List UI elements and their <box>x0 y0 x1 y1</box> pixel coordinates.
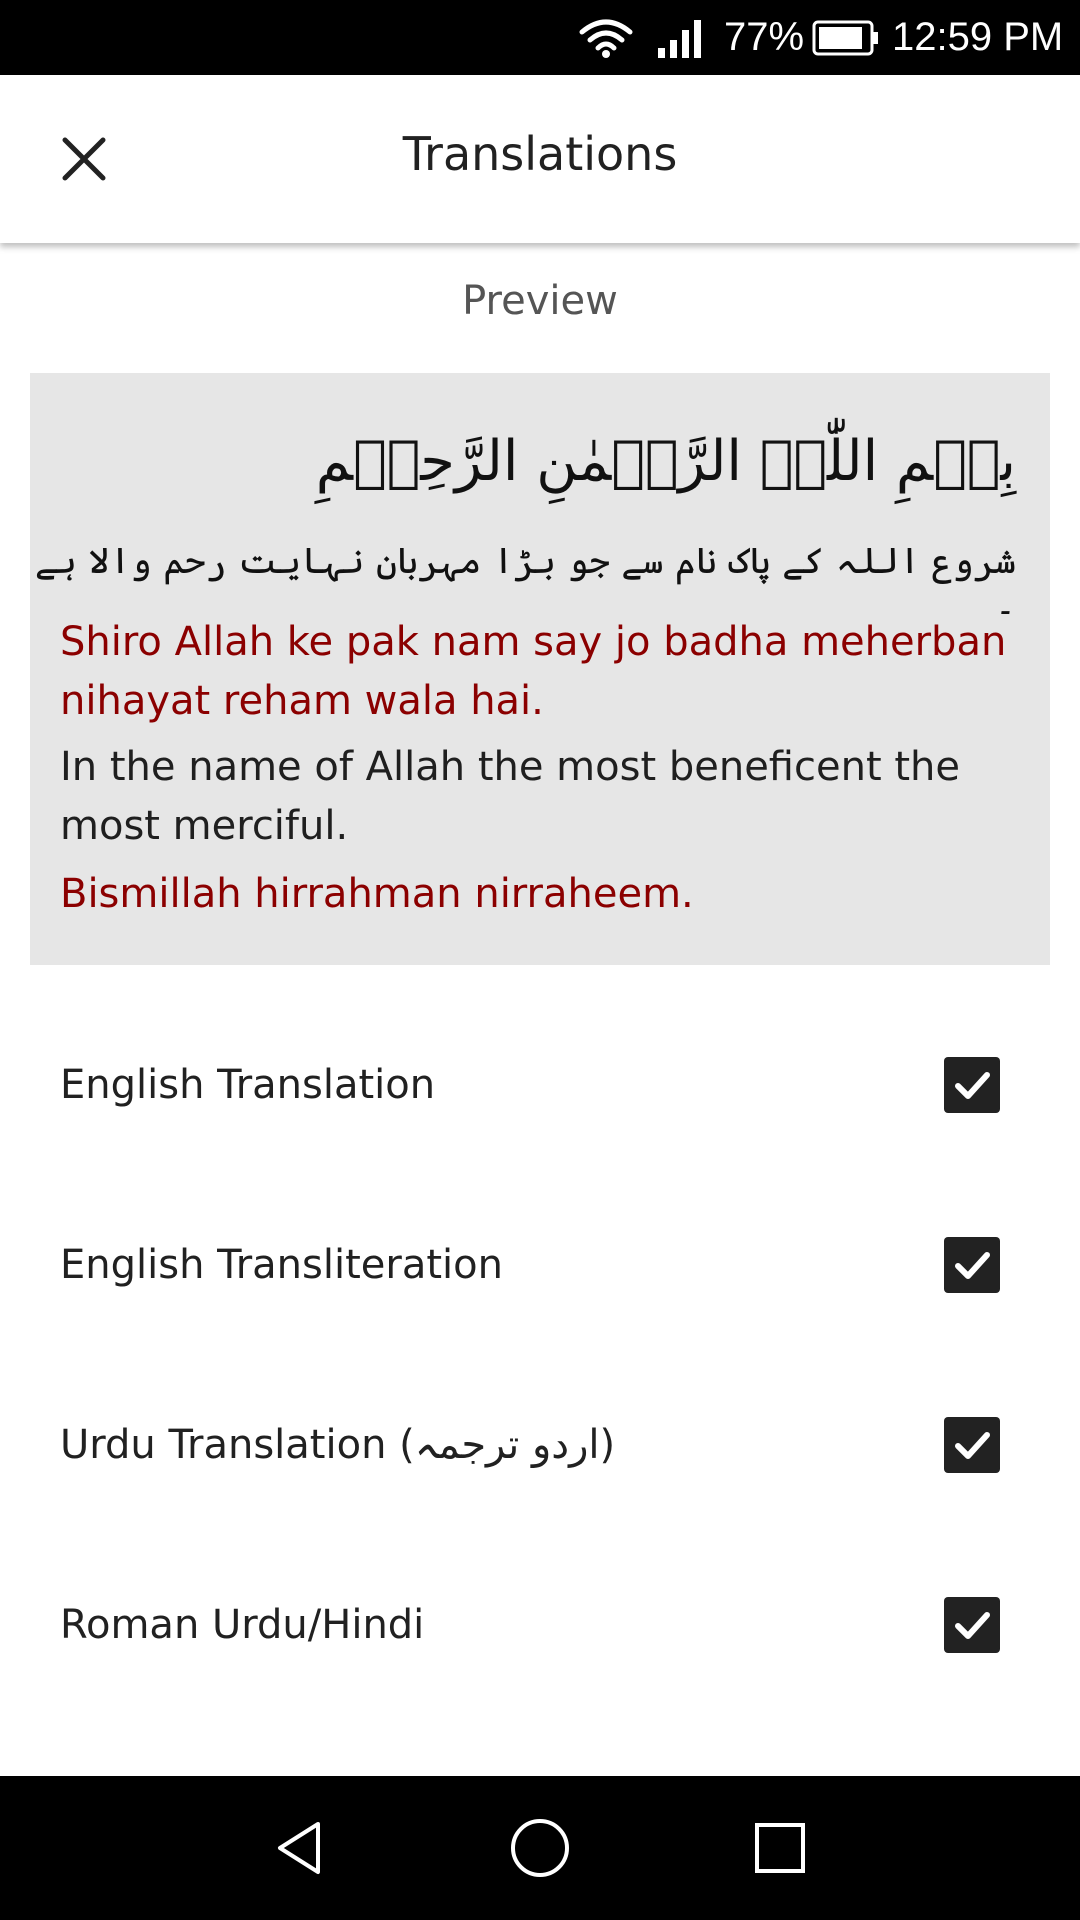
recents-button[interactable] <box>730 1798 830 1898</box>
option-label: English Translation <box>60 1062 436 1108</box>
option-label: Urdu Translation (اردو ترجمہ) <box>60 1422 616 1468</box>
clock: 12:59 PM <box>892 15 1064 59</box>
home-icon <box>509 1817 571 1879</box>
back-icon <box>270 1818 330 1878</box>
english-transliteration-checkbox[interactable] <box>944 1237 1000 1293</box>
battery-percent: 77% <box>724 15 805 59</box>
option-urdu-translation[interactable] <box>0 1385 1080 1505</box>
preview-label: Preview <box>462 278 618 324</box>
back-button[interactable] <box>250 1798 350 1898</box>
check-icon <box>952 1425 992 1465</box>
urdu-translation-checkbox[interactable] <box>944 1417 1000 1473</box>
option-roman-urdu-hindi[interactable] <box>0 1565 1080 1685</box>
status-bar <box>0 0 1080 75</box>
home-button[interactable] <box>490 1798 590 1898</box>
option-label: Roman Urdu/Hindi <box>60 1602 425 1648</box>
roman-urdu-text: Shiro Allah ke pak nam say jo badha meherban nihayat reham wala hai. <box>60 619 1007 724</box>
english-translation-checkbox[interactable] <box>944 1057 1000 1113</box>
english-translation-text: In the name of Allah the most beneficent the most merciful. <box>60 744 960 849</box>
wifi-icon <box>578 0 634 75</box>
option-label: English Transliteration <box>60 1242 503 1288</box>
signal-icon <box>656 0 704 75</box>
app-bar <box>0 75 1080 243</box>
check-icon <box>952 1605 992 1645</box>
navigation-bar <box>0 1776 1080 1920</box>
page-title: Translations <box>402 127 678 181</box>
preview-card <box>30 373 1050 965</box>
recents-icon <box>752 1820 808 1876</box>
option-english-translation[interactable] <box>0 1025 1080 1145</box>
arabic-verse: بِسۡمِ اللّٰہِ الرَّحۡمٰنِ الرَّحِیۡمِ <box>315 429 1016 494</box>
battery-icon <box>812 0 880 75</box>
check-icon <box>952 1065 992 1105</box>
urdu-translation-text: شروع اللہ کے پاک نام سے جو بڑا مہربان نہایت رحم والا ہے ۔ <box>34 541 1016 623</box>
option-english-transliteration[interactable] <box>0 1205 1080 1325</box>
check-icon <box>952 1245 992 1285</box>
english-transliteration-text: Bismillah hirrahman nirraheem. <box>60 871 694 917</box>
roman-urdu-hindi-checkbox[interactable] <box>944 1597 1000 1653</box>
